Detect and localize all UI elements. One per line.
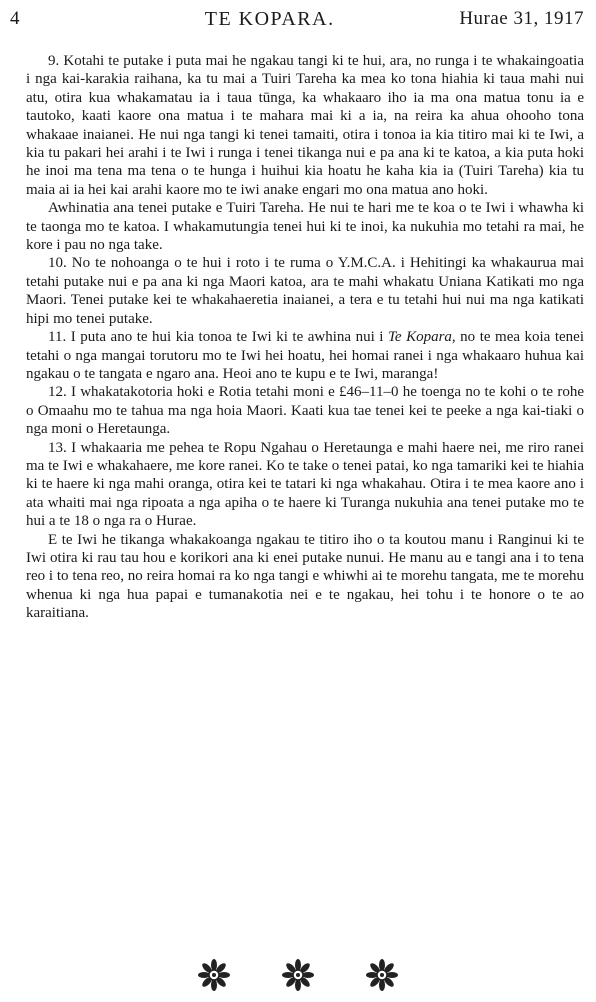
publication-title: TE KOPARA.	[204, 7, 335, 30]
page-header	[10, 2, 584, 36]
article-body	[26, 52, 584, 623]
paragraph-11-end: , no te mea koia tenei tetahi o nga mangai torutoru mo te Iwi hei hoatu, hei homai ranei i nga whakaaro huhua kai ngakau o te tangata e ngaro ana. Heoi ano te kupu e te Iwi, maranga!	[26, 329, 585, 382]
publication-name-italic: Te Kopara	[387, 329, 452, 346]
issue-date: Hurae 31, 1917	[459, 8, 584, 29]
paragraph-9: 9. Kotahi te putake i puta mai he ngakau tangi ki te hui, ara, no runga i te whakaingoatia i nga kai-karakia raihana, ka tu mai a Tuiri Tareha ka mea ko tona hiahia ki taua mahi nui atu, otira kua whakamatau ia i taua tūnga, ka whakaaro iho ia ma ona matua tonu ia e tautoko, kaati kaore ona matua i te mahara mai ki a ia, na reira ka ahua ohooho tona whakaae inaianei. He nui nga tangi ki tenei tamaiti, otira i tonoa ia kia titiro mai ki te Iwi, a kia tu pakari hei arahi i te Iwi i runga i tenei tikanga nui e pa ana ki te katoa, a kia puta hoki he inoi ma tena ma tena o te hunga i huihui kia hoatu he kaha kia ia (Tuiri Tareha) kia tu maia ai ia hei kai arahi kaore mo te iwi anake engari mo ona matua ano hoki.	[26, 53, 584, 198]
flower-ornament-icon	[365, 958, 399, 994]
page-number: 4	[10, 8, 20, 29]
paragraph-13: 13. I whakaaria me pehea te Ropu Ngahau o Heretaunga e mahi haere nei, me riro ranei ma te Iwi e whakahaere, me kore ranei. Ko te take o tenei patai, ko nga tamariki kei te hiahia ki te haere ki nga mahi oranga, otira kei te tatari ki nga whakahau. Otira i te mea kaore ano i ata whaiti mai nga ripoata a nga apiha o te haere ki Turanga nukuhia ana tenei putake mo te hui a te 18 o nga ra o Hurae.	[26, 439, 584, 530]
paragraph-awhinatia: Awhinatia ana tenei putake e Tuiri Tareha. He nui te hari me te koa o te Iwi i whawha ki te taonga mo te katoa. I whakamutungia tenei hui ki te inoi, ka nukuhia mo tetahi ra mai, he kore i pau no nga take.	[26, 200, 584, 254]
paragraph-closing: E te Iwi he tikanga whakakoanga ngakau te titiro iho o ta koutou manu i Ranginui ki te Iwi otira ki rau tau hou e korikori ana ki enei putake nunui. He manu au e tangi ana i to tena reo i to tena reo, no reira homai ra ko nga tangi e whiwhi ai te morehu tangata, me te morehu whenua ki nga hua papai e tumanakotia nei e te ngakau, hei tohu i te honore o te ao karaitiana.	[26, 531, 584, 622]
paragraph-10: 10. No te nohoanga o te hui i roto i te ruma o Y.M.C.A. i Hehitingi ka whakaurua mai tetahi putake nui e pa ana ki nga Maori katoa, ara te mahi whakatu Uniana Katikati mo nga Maori. Tenei putake kei te whakahaeretia inaianei, a tera e tu tetahi hui nui ma nga katikati hipi mo tenei putake.	[26, 255, 584, 327]
flower-ornament-icon	[281, 958, 315, 994]
paragraph-11	[26, 328, 584, 383]
flower-ornament-icon	[197, 958, 231, 994]
paragraph-12: 12. I whakatakotoria hoki e Rotia tetahi moni e £46–11–0 he toenga no te kohi o te rohe o Omaahu mo te tahua ma nga hoia Maori. Kaati kua tae tenei kei te peeke a nga kai-tiaki o nga moni o Heretaunga.	[26, 384, 584, 438]
ornament-row	[0, 958, 596, 994]
paragraph-11-start: 11. I puta ano te hui kia tonoa te Iwi ki te awhina nui i	[48, 329, 388, 346]
